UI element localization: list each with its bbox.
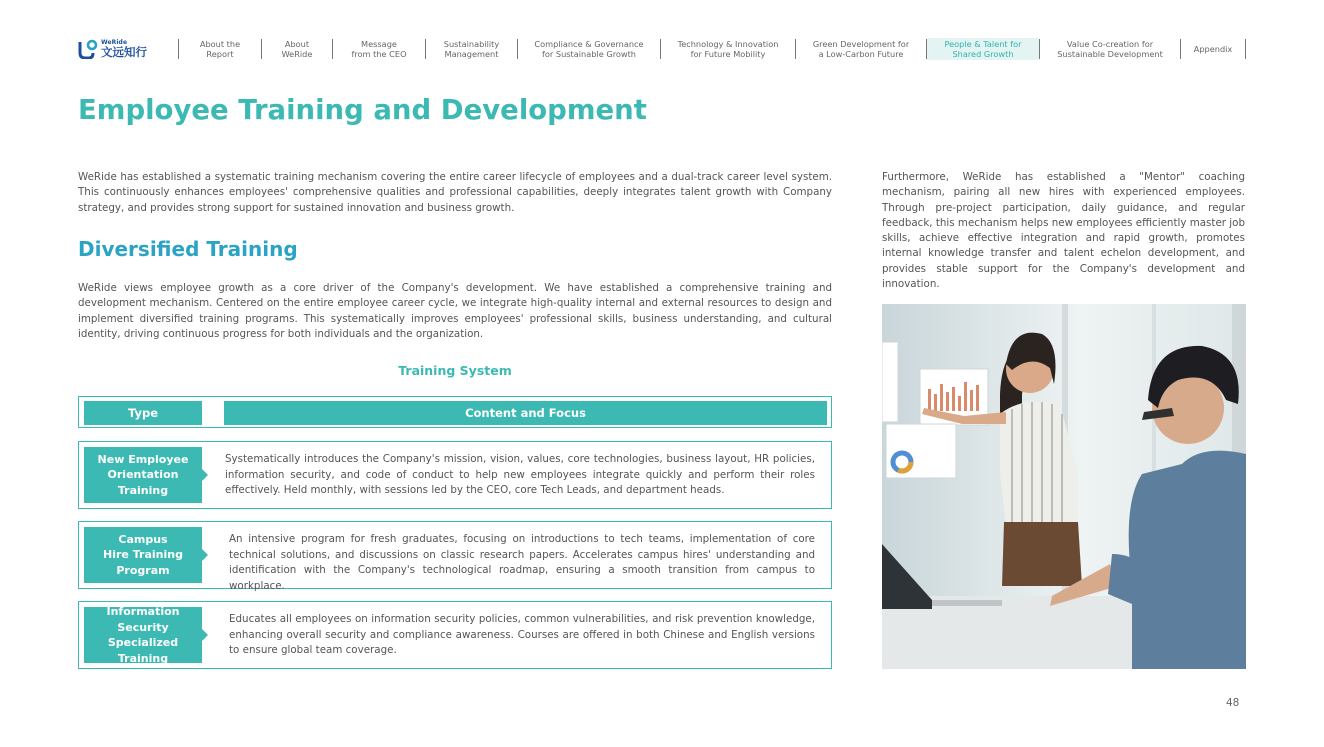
mentor-paragraph: Furthermore, WeRide has established a "Mentor" coaching mechanism, pairing all new hires with experienced employees. Through pre-project participation, daily guidance, and regular feedback, this mechanism helps new employees efficiently master job skills, achieve effective integration and rapid growth, promotes internal knowledge transfer and talent echelon development, and provides stable support for the Company's development and innovation. (882, 171, 1245, 291)
row-description: Systematically introduces the Company's mission, vision, values, core technologies, business layout, HR policies, information security, and code of conduct to help new employees integrate quickly and perform their roles effectively. Held monthly, with sessions led by the CEO, core Tech Leads, and department heads. (225, 453, 815, 496)
section-paragraph: WeRide views employee growth as a core driver of the Company's development. We have established a comprehensive training and development mechanism. Centered on the entire employee career cycle, we integrate high-quality internal and external resources to design and implement diversified training programs. This systematically improves employees' professional skills, business understanding, and cultural identity, driving continuous progress for both individuals and the organization. (78, 282, 832, 340)
row-type-label (84, 527, 202, 583)
training-photo (882, 304, 1246, 669)
nav-item-about-report[interactable]: About the Report (199, 39, 241, 59)
page-number: 48 (1226, 697, 1240, 709)
top-navigation (178, 38, 1246, 60)
table-row (78, 441, 832, 509)
header-type: Type (84, 401, 202, 425)
row-description: An intensive program for fresh graduates, focusing on introductions to tech teams, implementation of core technical solutions, and discussions on classic research papers. Accelerates campus hires' understanding and identification with the Company's technological roadmap, ensuring a smooth transition from campus to workplace. (229, 533, 815, 592)
nav-item-green-development[interactable]: Green Development for a Low-Carbon Future (812, 39, 910, 59)
nav-item-compliance-governance[interactable]: Compliance & Governance for Sustainable Growth (534, 39, 644, 59)
section-title: Diversified Training (78, 237, 298, 261)
nav-item-sustainability-management[interactable]: Sustainability Management (443, 39, 500, 59)
header-content: Content and Focus (224, 401, 827, 425)
nav-item-people-talent[interactable]: People & Talent for Shared Growth (927, 38, 1039, 60)
nav-item-appendix[interactable]: Appendix (1193, 44, 1233, 54)
nav-item-ceo-message[interactable]: Message from the CEO (351, 39, 407, 59)
table-row (78, 521, 832, 592)
training-photo-illustration (882, 304, 1246, 669)
nav-item-about-weride[interactable]: About WeRide (281, 39, 313, 59)
logo-name-cn: 文远知行 (101, 44, 147, 59)
werride-logo-icon (78, 39, 98, 59)
table-header (78, 396, 832, 428)
logo-name-en: WeRide (101, 38, 128, 46)
nav-item-technology-innovation[interactable]: Technology & Innovation for Future Mobility (677, 39, 779, 59)
row-type-text: New Employee Orientation Training (97, 452, 189, 497)
page-title: Employee Training and Development (78, 94, 647, 126)
row-description: Educates all employees on information security policies, common vulnerabilities, and risk prevention knowledge, enhancing overall security and compliance awareness. Courses are offered in both Chinese and English versions to ensure global team coverage. (229, 613, 815, 656)
intro-paragraph: WeRide has established a systematic training mechanism covering the entire career lifecycle of employees and a dual-track career level system. This continuously enhances employees' comprehensive qualities and professional capabilities, deeply integrates talent growth with Company strategy, and provides strong support for sustained innovation and business growth. (78, 171, 832, 214)
row-type-label (84, 607, 202, 663)
nav-divider (1245, 39, 1246, 59)
table-row (78, 601, 832, 669)
table-caption: Training System (398, 363, 512, 378)
werride-logo[interactable] (78, 38, 150, 60)
row-type-text: Information Security Specialized Training (106, 605, 180, 665)
row-type-label (84, 447, 202, 503)
nav-item-value-cocreation[interactable]: Value Co-creation for Sustainable Development (1057, 39, 1163, 59)
row-type-text: Campus Hire Training Program (103, 532, 183, 577)
